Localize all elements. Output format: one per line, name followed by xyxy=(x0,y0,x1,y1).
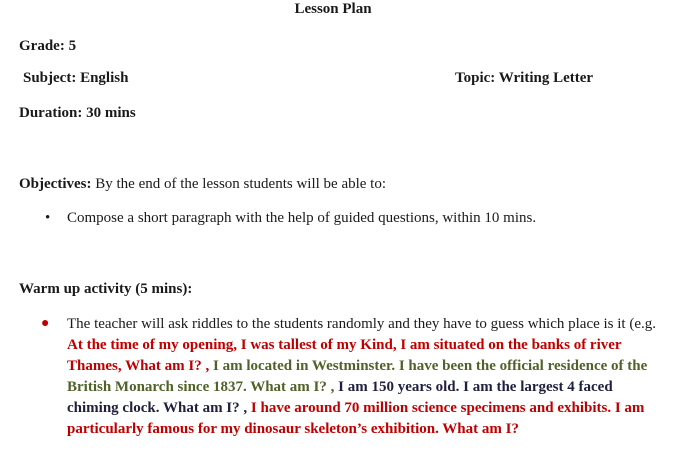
bullet-icon: ● xyxy=(41,316,50,331)
objective-bullet-text: Compose a short paragraph with the help of guided questions, within 10 mins. xyxy=(67,210,537,226)
bullet-icon: • xyxy=(45,210,51,226)
duration-label: Duration: 30 mins xyxy=(19,105,136,121)
grade-label: Grade: 5 xyxy=(19,38,77,54)
subject-label: Subject: English xyxy=(23,70,129,86)
warmup-paragraph xyxy=(67,314,667,440)
objectives-line xyxy=(19,176,386,193)
page-title: Lesson Plan xyxy=(294,1,372,17)
warmup-intro: The teacher will ask riddles to the students randomly and they have to guess which place is it (e.g. xyxy=(67,316,657,332)
objectives-text: By the end of the lesson students will be able to: xyxy=(91,176,387,192)
riddle-2: I am located in Westminster. I have been the official residence of the British Monarch since 1837. What am I? , xyxy=(67,358,648,395)
riddle-1: At the time of my opening, I was tallest of my Kind, I am situated on the banks of river Thames, What am I? , xyxy=(67,337,622,374)
riddle-3: I am 150 years old. I am the largest 4 faced chiming clock. What am I? , xyxy=(67,379,613,416)
topic-label: Topic: Writing Letter xyxy=(455,70,594,86)
warmup-heading: Warm up activity (5 mins): xyxy=(19,281,193,297)
riddle-4: I have around 70 million science specimens and exhibits. I am particularly famous for my dinosaur skeleton’s exhibition. What am I? xyxy=(67,400,645,437)
objectives-label: Objectives: xyxy=(19,176,92,192)
